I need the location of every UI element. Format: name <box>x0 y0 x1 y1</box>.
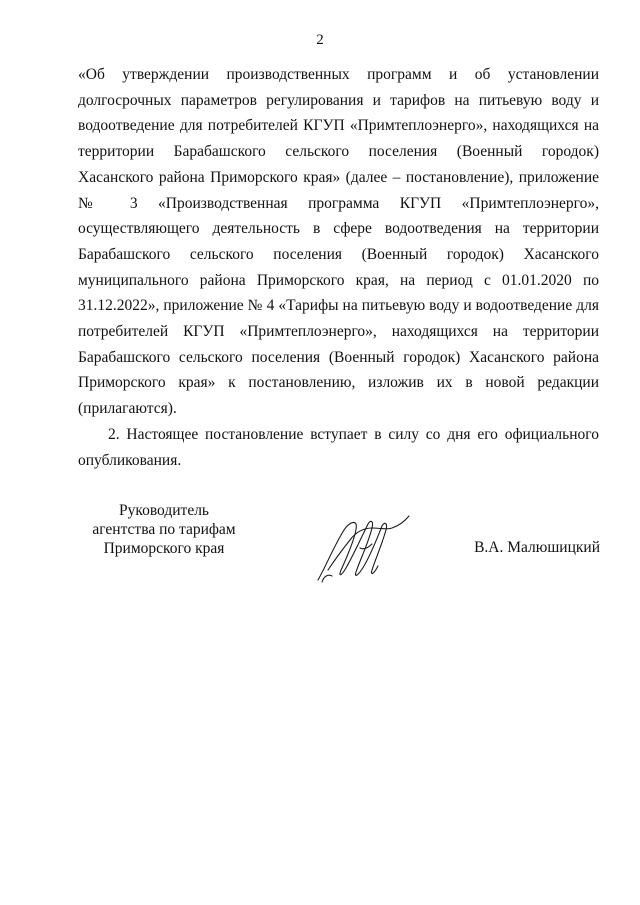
signatory-title-line: Руководитель <box>118 502 210 519</box>
signatory-title <box>74 501 254 558</box>
signatory-title-line: агентства по тарифам <box>92 521 236 538</box>
paragraph-continuation: «Об утверждении производственных программ и об установлении долгосрочных параметров регулирования и тарифов на питьевую воду и водоотведение для потребителей КГУП «Примтеплоэнерго», находящихся на территории Барабашского сельского поселения (Военный городок) Хасанского района Приморского края» (далее – постановление), приложение № 3 «Производственная программа КГУП «Примтеплоэнерго», осуществляющего деятельность в сфере водоотведения на территории Барабашского сельского поселения (Военный городок) Хасанского муниципального района Приморского края, на период с 01.01.2020 по 31.12.2022», приложение № 4 «Тарифы на питьевую воду и водоотведение для потребителей КГУП «Примтеплоэнерго», находящихся на территории Барабашского сельского поселения (Военный городок) Хасанского района Приморского края» к постановлению, изложив их в новой редакции (прилагаются). <box>78 66 599 418</box>
document-body <box>78 62 599 473</box>
signatory-title-line: Приморского края <box>103 540 225 557</box>
signature-image <box>312 510 412 586</box>
page-number: 2 <box>316 32 324 48</box>
signatory-name: В.А. Малюшицкий <box>474 539 600 556</box>
paragraph-effective-date: 2. Настоящее постановление вступает в силу со дня его официального опубликования. <box>78 425 599 469</box>
